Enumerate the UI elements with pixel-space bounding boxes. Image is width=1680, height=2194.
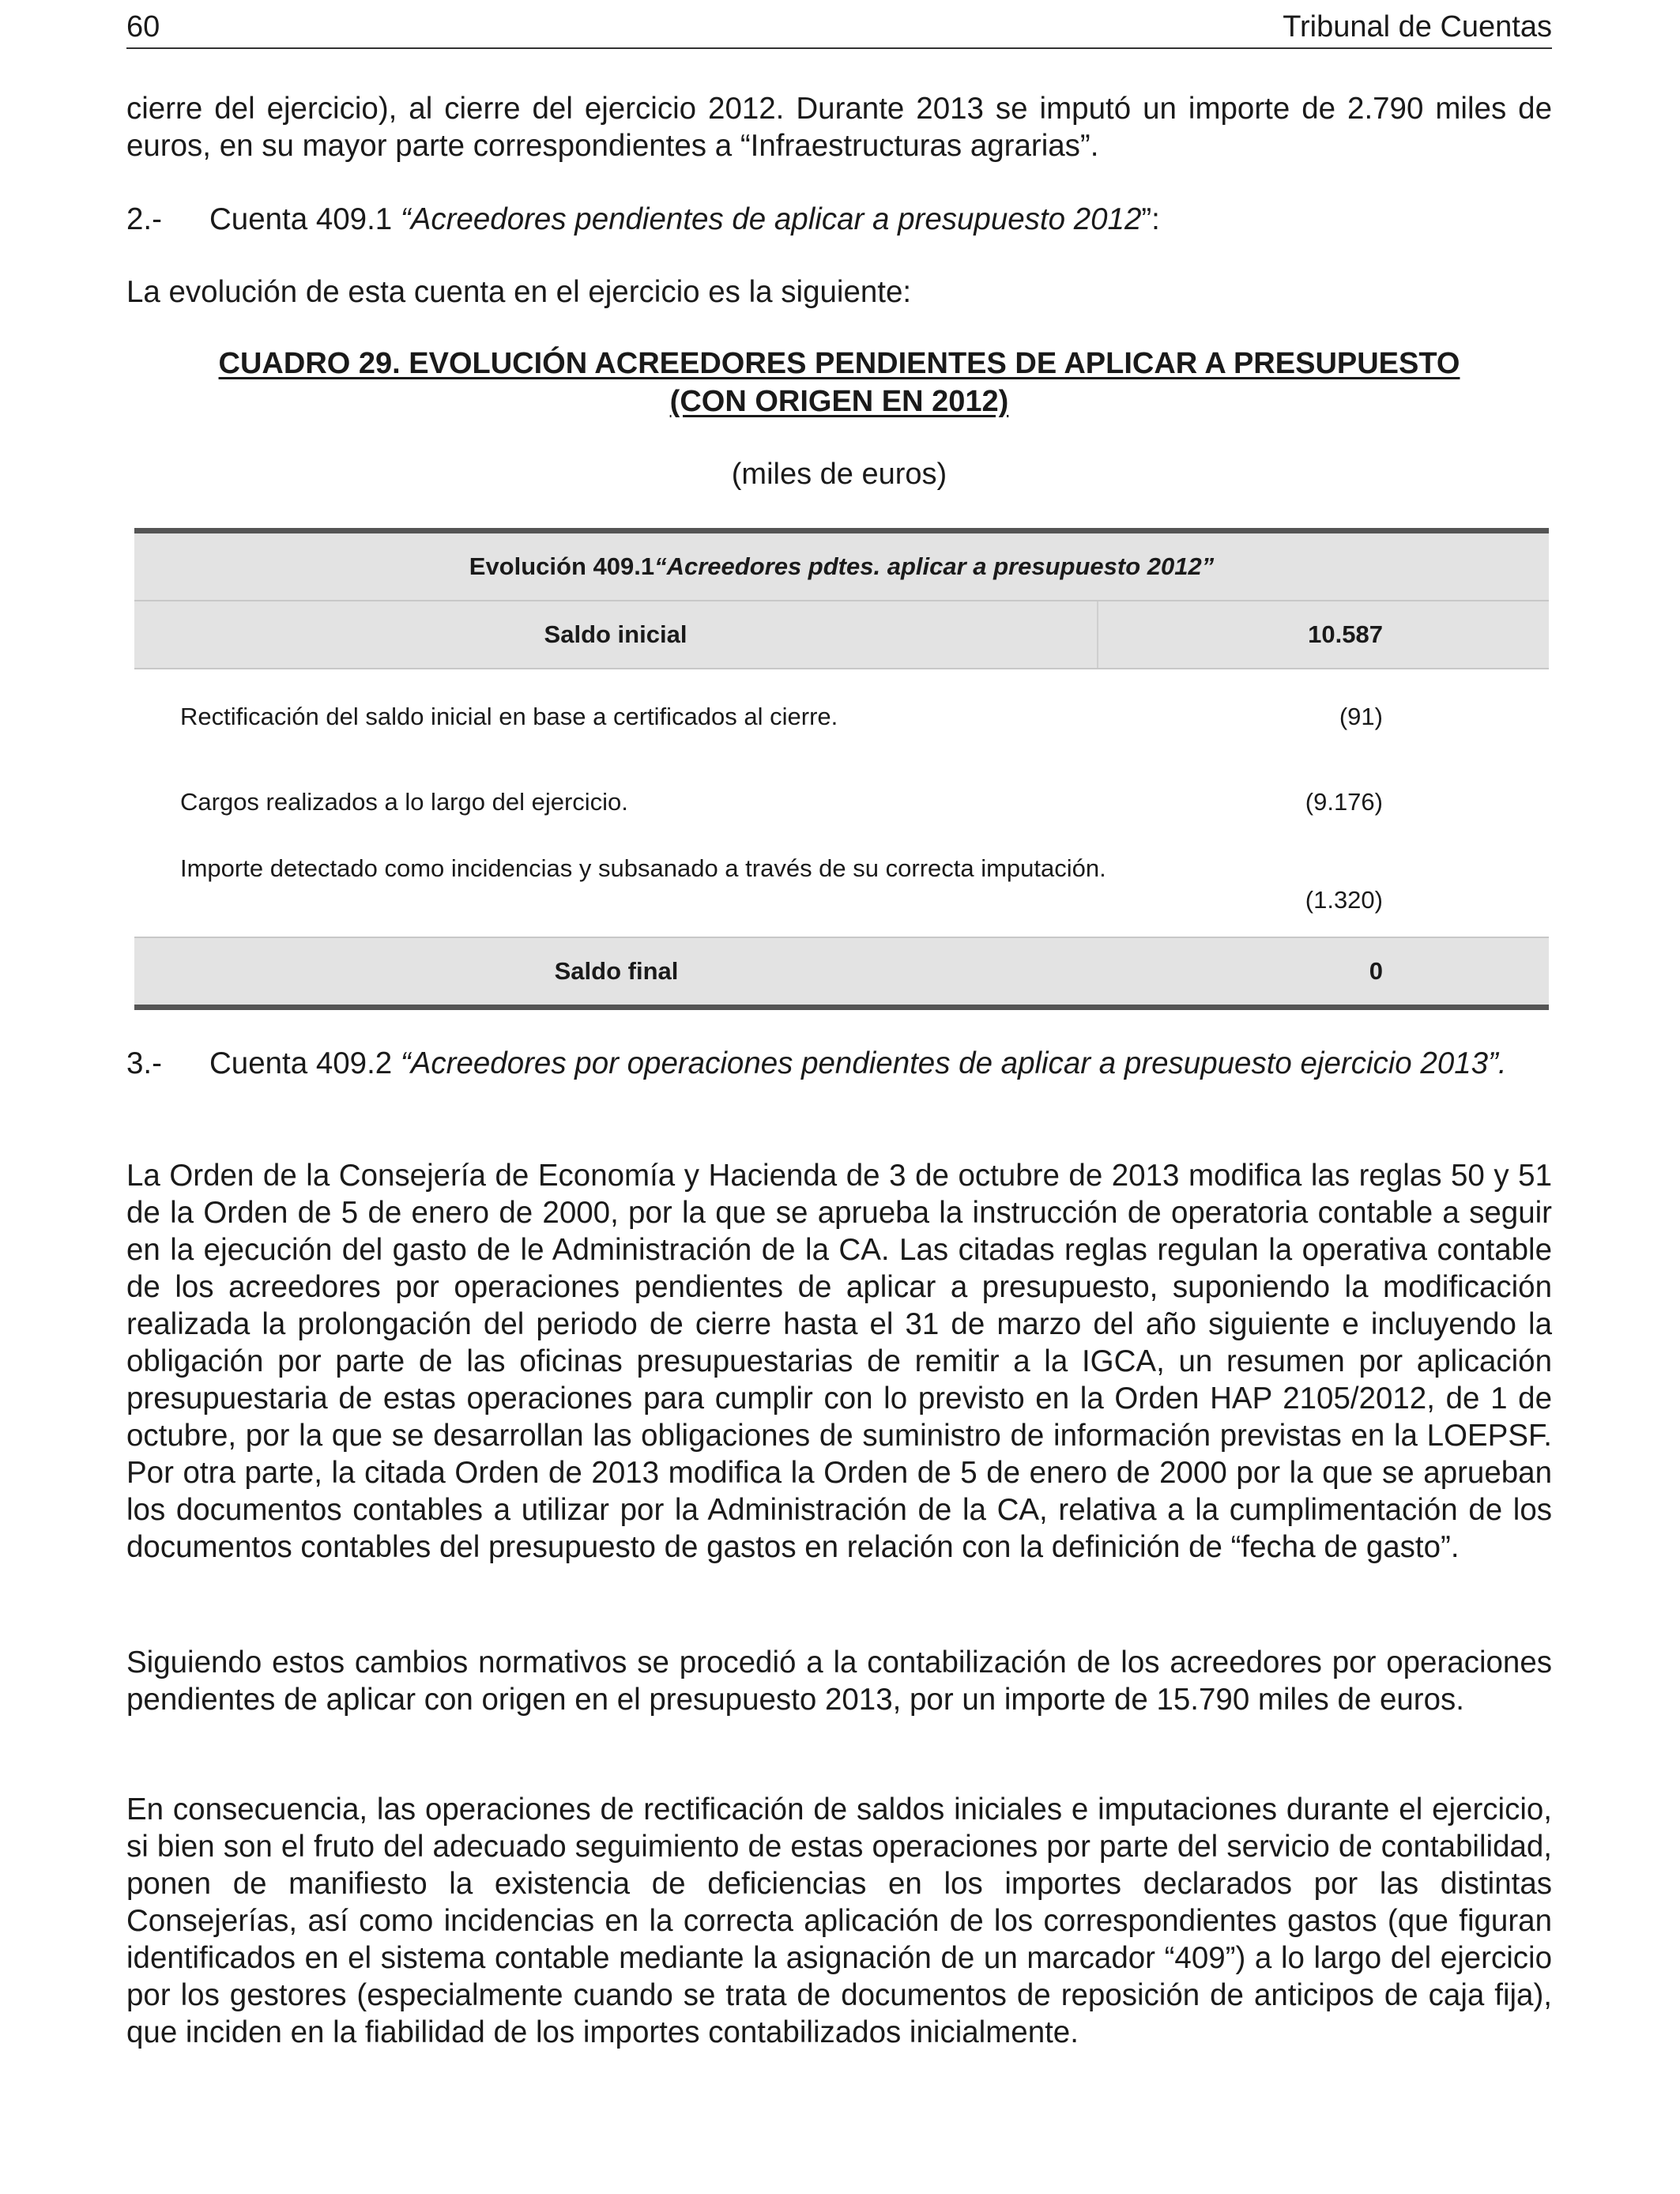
organization-name: Tribunal de Cuentas	[1283, 10, 1552, 43]
row-value: (9.176)	[1305, 788, 1383, 816]
section-2-heading	[126, 201, 1552, 238]
section-2-number: 2.-	[126, 202, 162, 236]
evolution-table	[134, 528, 1549, 1010]
table-units: (miles de euros)	[731, 458, 947, 491]
paragraph-2: Siguiendo estos cambios normativos se procedió a la contabilización de los acreedores por operaciones pendientes de aplicar con origen en el presupuesto 2013, por un importe de 15.790 miles de euros.	[126, 1646, 1552, 1717]
opening-balance-value: 10.587	[1308, 620, 1383, 648]
table-header-title: “Acreedores pdtes. aplicar a presupuesto 2012”	[654, 552, 1215, 580]
section-3-prefix: Cuenta 409.2	[209, 1046, 401, 1080]
page-number: 60	[126, 10, 160, 43]
row-label: Rectificación del saldo inicial en base a certificados al cierre.	[180, 703, 838, 730]
opening-balance-label: Saldo inicial	[134, 601, 1098, 668]
table-body	[134, 669, 1549, 937]
section-2-lead: La evolución de esta cuenta en el ejercicio es la siguiente:	[126, 275, 912, 309]
table-top-rule	[134, 528, 1549, 533]
section-3-title: “Acreedores por operaciones pendientes de aplicar a presupuesto ejercicio 2013”.	[400, 1046, 1507, 1080]
intro-paragraph: cierre del ejercicio), al cierre del ejercicio 2012. Durante 2013 se imputó un importe de 2.790 miles de euros, en su mayor parte correspondientes a “Infraestructuras agrarias”.	[126, 92, 1552, 163]
row-value: (91)	[1339, 703, 1383, 730]
section-2-prefix: Cuenta 409.1	[209, 202, 401, 236]
paragraph-3: En consecuencia, las operaciones de rectificación de saldos iniciales e imputaciones durante el ejercicio, si bien son el fruto del adecuado seguimiento de estas operaciones por parte del servicio de contabilidad, ponen de manifiesto la existencia de deficiencias en los importes declarados por las distintas Consejerías, así como incidencias en la correcta aplicación de los correspondientes gastos (que figuran identificados en el sistema contable mediante la asignación de un marcador “409”) a lo largo del ejercicio por los gestores (especialmente cuando se trata de documentos de reposición de anticipos de caja fija), que inciden en la fiabilidad de los importes contabilizados inicialmente.	[126, 1793, 1552, 2049]
closing-balance-row	[134, 938, 1549, 1005]
table-bottom-rule	[134, 1005, 1549, 1010]
table-title-line-1: CUADRO 29. EVOLUCIÓN ACREEDORES PENDIENTES DE APLICAR A PRESUPUESTO	[218, 347, 1460, 380]
closing-balance-label: Saldo final	[554, 957, 679, 985]
paragraph-1: La Orden de la Consejería de Economía y Hacienda de 3 de octubre de 2013 modifica las reglas 50 y 51 de la Orden de 5 de enero de 2000, por la que se aprueba la instrucción de operatoria contable a seguir en la ejecución del gasto de le Administración de la CA. Las citadas reglas regulan la operativa contable de los acreedores por operaciones pendientes de aplicar a presupuesto, suponiendo la modificación realizada la prolongación del periodo de cierre hasta el 31 de marzo del año siguiente e incluyendo la obligación por parte de las oficinas presupuestarias de remitir a la IGCA, un resumen por aplicación presupuestaria de estas operaciones para cumplir con lo previsto en la Orden HAP 2105/2012, de 1 de octubre, por la que se desarrollan las obligaciones de suministro de información previstas en la LOEPSF. Por otra parte, la citada Orden de 2013 modifica la Orden de 5 de enero de 2000 por la que se aprueban los documentos contables a utilizar por la Administración de la CA, relativa a la cumplimentación de los documentos contables del presupuesto de gastos en relación con la definición de “fecha de gasto”.	[126, 1159, 1552, 1564]
closing-balance-value: 0	[1369, 957, 1383, 985]
section-2-title: “Acreedores pendientes de aplicar a presupuesto 2012	[400, 202, 1142, 236]
row-label: Cargos realizados a lo largo del ejercicio.	[180, 788, 628, 816]
table-header	[134, 533, 1549, 601]
section-3-number: 3.-	[126, 1046, 162, 1080]
table-header-prefix: Evolución 409.1	[469, 552, 655, 580]
section-3-heading	[126, 1045, 1552, 1082]
row-value: (1.320)	[1305, 886, 1383, 914]
row-label: Importe detectado como incidencias y subsanado a través de su correcta imputación.	[180, 854, 1106, 882]
page-header	[126, 8, 1552, 49]
table-title-line-2: (CON ORIGEN EN 2012)	[669, 385, 1009, 418]
section-2-suffix: ”:	[1141, 202, 1160, 236]
opening-balance-row	[134, 601, 1549, 668]
